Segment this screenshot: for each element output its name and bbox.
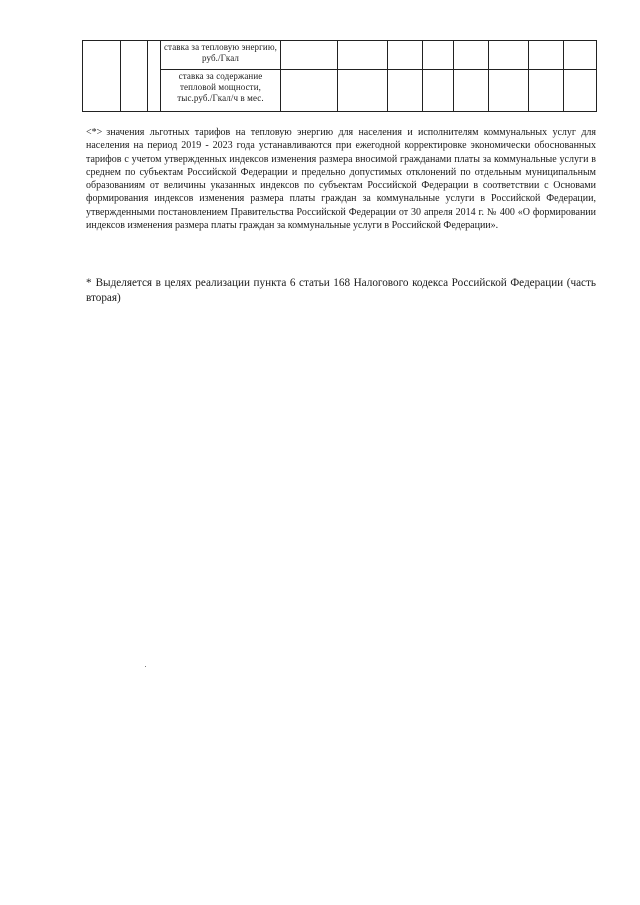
table-cell: [281, 70, 338, 112]
row-label-heat-capacity-rate: ставка за содержание тепловой мощности, тыс.руб./Гкал/ч в мес.: [161, 70, 281, 112]
footnote-text: значения льготных тарифов на тепловую энергию для населения и исполнителям коммунальных услуг для населения на период 2019 - 2023 года устанавливаются при ежегодной корректировке экономически обоснованных тарифов с учетом утвержденных индексов изменения размера вносимой гражданами платы за коммунальные услуги в среднем по субъектам Российской Федерации и предельно допустимых отклонений по отдельным муниципальным образованиям от величины указанных индексов по субъектам Российской Федерации в соответствии с Основами формирования индексов изменения размера платы граждан за коммунальные услуги в Российской Федерации, утвержденными постановлением Правительства Российской Федерации от 30 апреля 2014 г. № 400 «О формировании индексов изменения размера платы граждан за коммунальные услуги в Российской Федерации».: [86, 127, 596, 232]
table-cell: [529, 70, 564, 112]
row-label-heat-energy-rate: ставка за тепловую энергию, руб./Гкал: [161, 41, 281, 70]
table-cell: [454, 41, 489, 70]
table-cell: [281, 41, 338, 70]
tariff-table-fragment: [82, 40, 597, 112]
table-cell: [121, 41, 148, 112]
table-cell: [529, 41, 564, 70]
note-tax-code: [86, 276, 596, 305]
star-note-text: Выделяется в целях реализации пункта 6 статьи 168 Налогового кодекса Российской Федерации (часть вторая): [86, 277, 596, 304]
table-cell: [338, 41, 388, 70]
table-row: [83, 41, 597, 70]
table-cell: [564, 70, 597, 112]
table-cell: [564, 41, 597, 70]
table-cell: [489, 70, 529, 112]
scan-speck: [145, 666, 146, 667]
table-cell: [454, 70, 489, 112]
table-cell: [388, 41, 423, 70]
table-cell: [148, 41, 161, 112]
table-row: [83, 70, 597, 112]
table-cell: [338, 70, 388, 112]
star-marker: *: [86, 277, 92, 289]
footnote-marker: <*>: [86, 127, 103, 138]
table-cell: [489, 41, 529, 70]
footnote-preferential-tariffs: [86, 126, 596, 232]
table-cell: [423, 70, 454, 112]
table-cell: [83, 41, 121, 112]
table-cell: [388, 70, 423, 112]
table-cell: [423, 41, 454, 70]
